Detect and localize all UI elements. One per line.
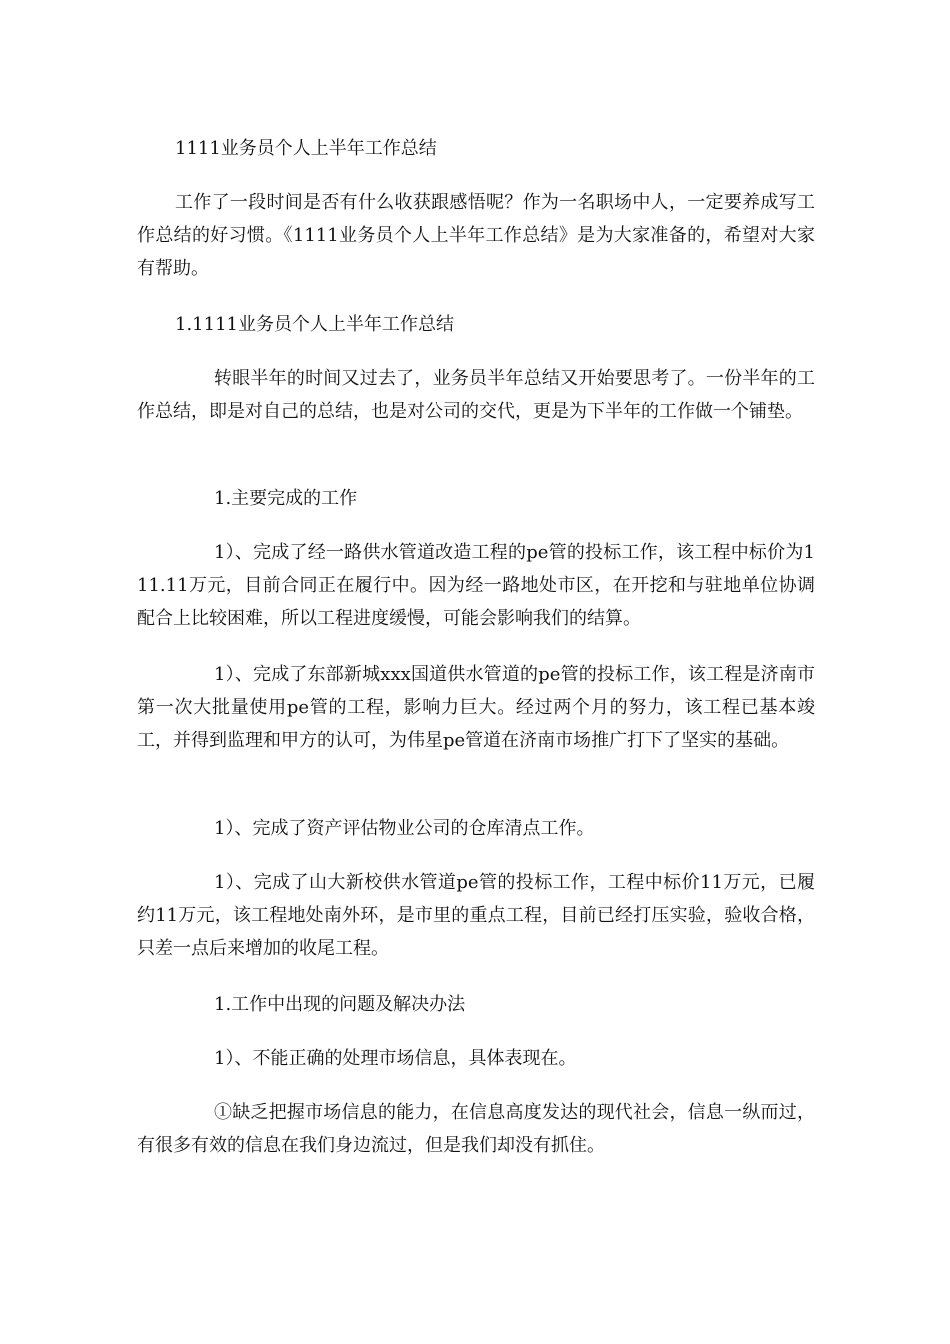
body-paragraph: ①缺乏把握市场信息的能力，在信息高度发达的现代社会，信息一纵而过，有很多有效的信息在我们身边流过，但是我们却没有抓住。 xyxy=(137,1102,815,1156)
subheading-problems: 1.工作中出现的问题及解决办法 xyxy=(214,994,466,1015)
subheading-main-work: 1.主要完成的工作 xyxy=(214,488,358,509)
body-paragraph: 1）、不能正确的处理市场信息，具体表现在。 xyxy=(214,1048,577,1069)
body-paragraph: 1）、完成了资产评估物业公司的仓库清点工作。 xyxy=(214,818,595,839)
section-heading: 1.1111业务员个人上半年工作总结 xyxy=(175,314,454,335)
document-title: 1111业务员个人上半年工作总结 xyxy=(175,138,437,159)
body-paragraph: 1）、完成了东部新城xxx国道供水管道的pe管的投标工作，该工程是济南市第一次大批量使用pe管的工程，影响力巨大。经过两个月的努力，该工程已基本竣工，并得到监理和甲方的认可，为伟星pe管道在济南市场推广打下了坚实的基础。 xyxy=(137,664,815,751)
body-paragraph: 1）、完成了山大新校供水管道pe管的投标工作，工程中标价11万元，已履约11万元，该工程地处南外环，是市里的重点工程，目前已经打压实验，验收合格，只差一点后来增加的收尾工程。 xyxy=(137,872,815,959)
body-paragraph: 转眼半年的时间又过去了，业务员半年总结又开始要思考了。一份半年的工作总结，即是对自己的总结，也是对公司的交代，更是为下半年的工作做一个铺垫。 xyxy=(137,368,815,422)
intro-paragraph: 工作了一段时间是否有什么收获跟感悟呢？作为一名职场中人，一定要养成写工作总结的好习惯。《1111业务员个人上半年工作总结》是为大家准备的，希望对大家有帮助。 xyxy=(137,192,815,279)
body-paragraph: 1）、完成了经一路供水管道改造工程的pe管的投标工作，该工程中标价为111.11万元，目前合同正在履行中。因为经一路地处市区，在开挖和与驻地单位协调配合上比较困难，所以工程进度缓慢，可能会影响我们的结算。 xyxy=(137,542,815,629)
